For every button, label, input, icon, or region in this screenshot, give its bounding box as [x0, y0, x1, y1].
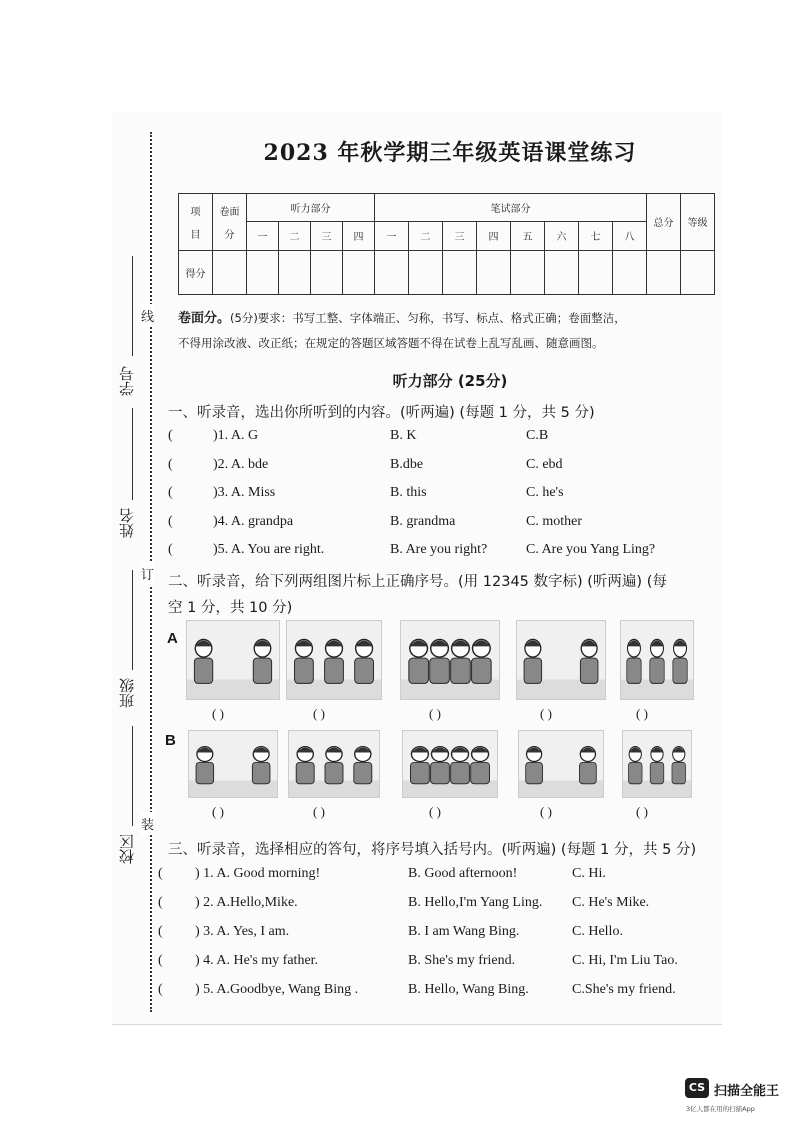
writing-col: 五	[511, 222, 545, 250]
section1-q1-option-c: C.B	[526, 428, 549, 443]
section1-q3-answer-paren[interactable]: (	[168, 485, 173, 500]
score-cell[interactable]	[279, 250, 311, 294]
section1-q5-answer-paren[interactable]: (	[168, 542, 173, 557]
picture-a-1-answer-blank[interactable]: ( )	[212, 706, 224, 721]
section1-q4-answer-paren[interactable]: (	[168, 513, 173, 529]
picture-b-4-answer-blank[interactable]: ( )	[540, 804, 552, 819]
score-cell[interactable]	[545, 250, 579, 294]
section1-heading: 一、听录音，选出你所听到的内容。(听两遍) (每题 1 分，共 5 分)	[168, 405, 595, 421]
section1-q1-option-b: B. K	[390, 428, 417, 443]
listening-col: 二	[279, 222, 311, 250]
picture-a-2-answer-blank[interactable]: ( )	[313, 706, 325, 721]
section3-q2-option-c: C. He's Mike.	[572, 895, 650, 910]
picture-b-5	[622, 730, 692, 798]
side-field-class: 班级	[118, 678, 136, 708]
picture-b-2	[288, 730, 380, 798]
picture-b-2-answer-blank[interactable]: ( )	[313, 804, 325, 819]
header-writing: 笔试部分	[375, 194, 647, 222]
header-listening: 听力部分	[247, 194, 375, 222]
picture-row-a-label: A	[167, 630, 178, 647]
picture-row-b-label: B	[165, 732, 176, 749]
score-cell[interactable]	[511, 250, 545, 294]
section1-q3-option-b: B. this	[390, 485, 427, 500]
section3-q5-option-c: C.She's my friend.	[572, 982, 676, 997]
side-line-student-id[interactable]	[132, 256, 133, 356]
picture-b-4	[518, 730, 604, 798]
section3-q3-option-c: C. Hello.	[572, 924, 623, 939]
binding-char-xian: 线	[141, 304, 154, 327]
section2-heading-line2: 空 1 分，共 10 分)	[168, 600, 293, 616]
score-cell[interactable]	[343, 250, 375, 294]
section3-heading: 三、听录音，选择相应的答句，将序号填入括号内。(听两遍) (每题 1 分，共 5 分)	[168, 842, 697, 858]
score-cell[interactable]	[647, 250, 681, 294]
section3-q1-option-a: ) 1. A. Good morning!	[195, 866, 321, 881]
side-line-campus[interactable]	[132, 726, 133, 826]
section3-q2-option-a: ) 2. A.Hello,Mike.	[195, 895, 298, 910]
score-table	[178, 193, 715, 295]
section3-q3-answer-paren[interactable]: (	[158, 924, 163, 939]
section3-q1-option-c: C. Hi.	[572, 866, 606, 881]
section3-q3-option-a: ) 3. A. Yes, I am.	[195, 924, 290, 939]
picture-a-5-answer-blank[interactable]: ( )	[636, 706, 648, 721]
writing-col: 一	[375, 222, 409, 250]
picture-b-1-answer-blank[interactable]: ( )	[212, 804, 224, 819]
section3-q5-answer-paren[interactable]: (	[158, 982, 163, 997]
section3-q1-answer-paren[interactable]: (	[158, 866, 163, 881]
section1-q2-answer-paren[interactable]: (	[168, 456, 173, 472]
picture-a-2	[286, 620, 382, 700]
writing-col: 八	[613, 222, 647, 250]
side-line-name[interactable]	[132, 408, 133, 500]
writing-col: 七	[579, 222, 613, 250]
binding-char-ding: 订	[141, 562, 154, 585]
picture-b-1	[188, 730, 278, 798]
score-cell[interactable]	[375, 250, 409, 294]
section3-q4-answer-paren[interactable]: (	[158, 953, 163, 968]
neatness-rule: 卷面分。(5分)要求：书写工整、字体端正、匀称，书写、标点、格式正确；卷面整洁， 不得用涂改液、改正纸；在规定的答题区域答题不得在试卷上乱写乱画、随意画图。	[178, 311, 626, 350]
picture-a-3-answer-blank[interactable]: ( )	[429, 706, 441, 721]
side-field-campus: 校区	[118, 834, 136, 864]
header-item: 项 目	[179, 194, 213, 251]
section3-q2-answer-paren[interactable]: (	[158, 895, 163, 910]
section1-q3-option-c: C. he's	[526, 485, 564, 500]
camscanner-logo-badge: CS	[685, 1078, 709, 1098]
section3-q4-option-b: B. She's my friend.	[408, 953, 516, 968]
score-cell[interactable]	[613, 250, 647, 294]
score-cell[interactable]	[213, 250, 247, 294]
section3-q2-option-b: B. Hello,I'm Yang Ling.	[408, 895, 543, 910]
writing-col: 三	[443, 222, 477, 250]
score-cell[interactable]	[681, 250, 715, 294]
header-neatness: 卷面 分	[213, 194, 247, 251]
picture-a-5	[620, 620, 694, 700]
score-cell[interactable]	[443, 250, 477, 294]
camscanner-logo-tagline: 3亿人都在用的扫描App	[686, 1105, 755, 1113]
section1-q2-option-a: )2. A. bde	[213, 456, 269, 472]
listening-heading: 听力部分 (25分)	[392, 372, 508, 390]
listening-col: 一	[247, 222, 279, 250]
section3-q5-option-a: ) 5. A.Goodbye, Wang Bing .	[195, 982, 359, 997]
picture-b-3-answer-blank[interactable]: ( )	[429, 804, 441, 819]
picture-a-3	[400, 620, 500, 700]
section1-q4-option-a: )4. A. grandpa	[213, 513, 294, 529]
score-cell[interactable]	[579, 250, 613, 294]
score-cell[interactable]	[247, 250, 279, 294]
side-field-student-id: 学号	[118, 366, 136, 396]
section1-q5-option-a: )5. A. You are right.	[213, 542, 325, 557]
writing-col: 四	[477, 222, 511, 250]
writing-col: 二	[409, 222, 443, 250]
side-line-class[interactable]	[132, 570, 133, 670]
camscanner-logo-name: 扫描全能王	[714, 1084, 780, 1099]
section3-q4-option-c: C. Hi, I'm Liu Tao.	[572, 953, 678, 968]
section3-q3-option-b: B. I am Wang Bing.	[408, 924, 520, 939]
score-cell[interactable]	[477, 250, 511, 294]
section1-q2-option-b: B.dbe	[390, 456, 424, 472]
picture-b-3	[402, 730, 498, 798]
picture-b-5-answer-blank[interactable]: ( )	[636, 804, 648, 819]
section3-q1-option-b: B. Good afternoon!	[408, 866, 518, 881]
header-grade: 等级	[681, 194, 715, 251]
section3-q5-option-b: B. Hello, Wang Bing.	[408, 982, 529, 997]
section1-q1-answer-paren[interactable]: (	[168, 428, 173, 443]
side-field-name: 姓名	[118, 508, 136, 538]
section1-q1-option-a: )1. A. G	[213, 428, 259, 443]
section3-q4-option-a: ) 4. A. He's my father.	[195, 953, 319, 968]
score-cell[interactable]	[409, 250, 443, 294]
section1-q5-option-b: B. Are you right?	[390, 542, 488, 557]
picture-a-4-answer-blank[interactable]: ( )	[540, 706, 552, 721]
section2-heading-line1: 二、听录音，给下列两组图片标上正确序号。(用 12345 数字标) (听两遍) (每	[168, 574, 667, 590]
page-title: 2023 年秋学期三年级英语课堂练习	[263, 140, 637, 166]
listening-col: 三	[311, 222, 343, 250]
section1-q4-option-b: B. grandma	[390, 513, 456, 529]
score-cell[interactable]	[311, 250, 343, 294]
picture-a-4	[516, 620, 606, 700]
writing-col: 六	[545, 222, 579, 250]
picture-a-1	[186, 620, 280, 700]
score-row-label: 得分	[179, 250, 213, 294]
section1-q5-option-c: C. Are you Yang Ling?	[526, 542, 656, 557]
section1-q2-option-c: C. ebd	[526, 456, 563, 472]
header-total: 总分	[647, 194, 681, 251]
section1-q3-option-a: )3. A. Miss	[213, 485, 276, 500]
section1-q4-option-c: C. mother	[526, 513, 582, 529]
binding-char-zhuang: 装	[141, 812, 154, 835]
listening-col: 四	[343, 222, 375, 250]
